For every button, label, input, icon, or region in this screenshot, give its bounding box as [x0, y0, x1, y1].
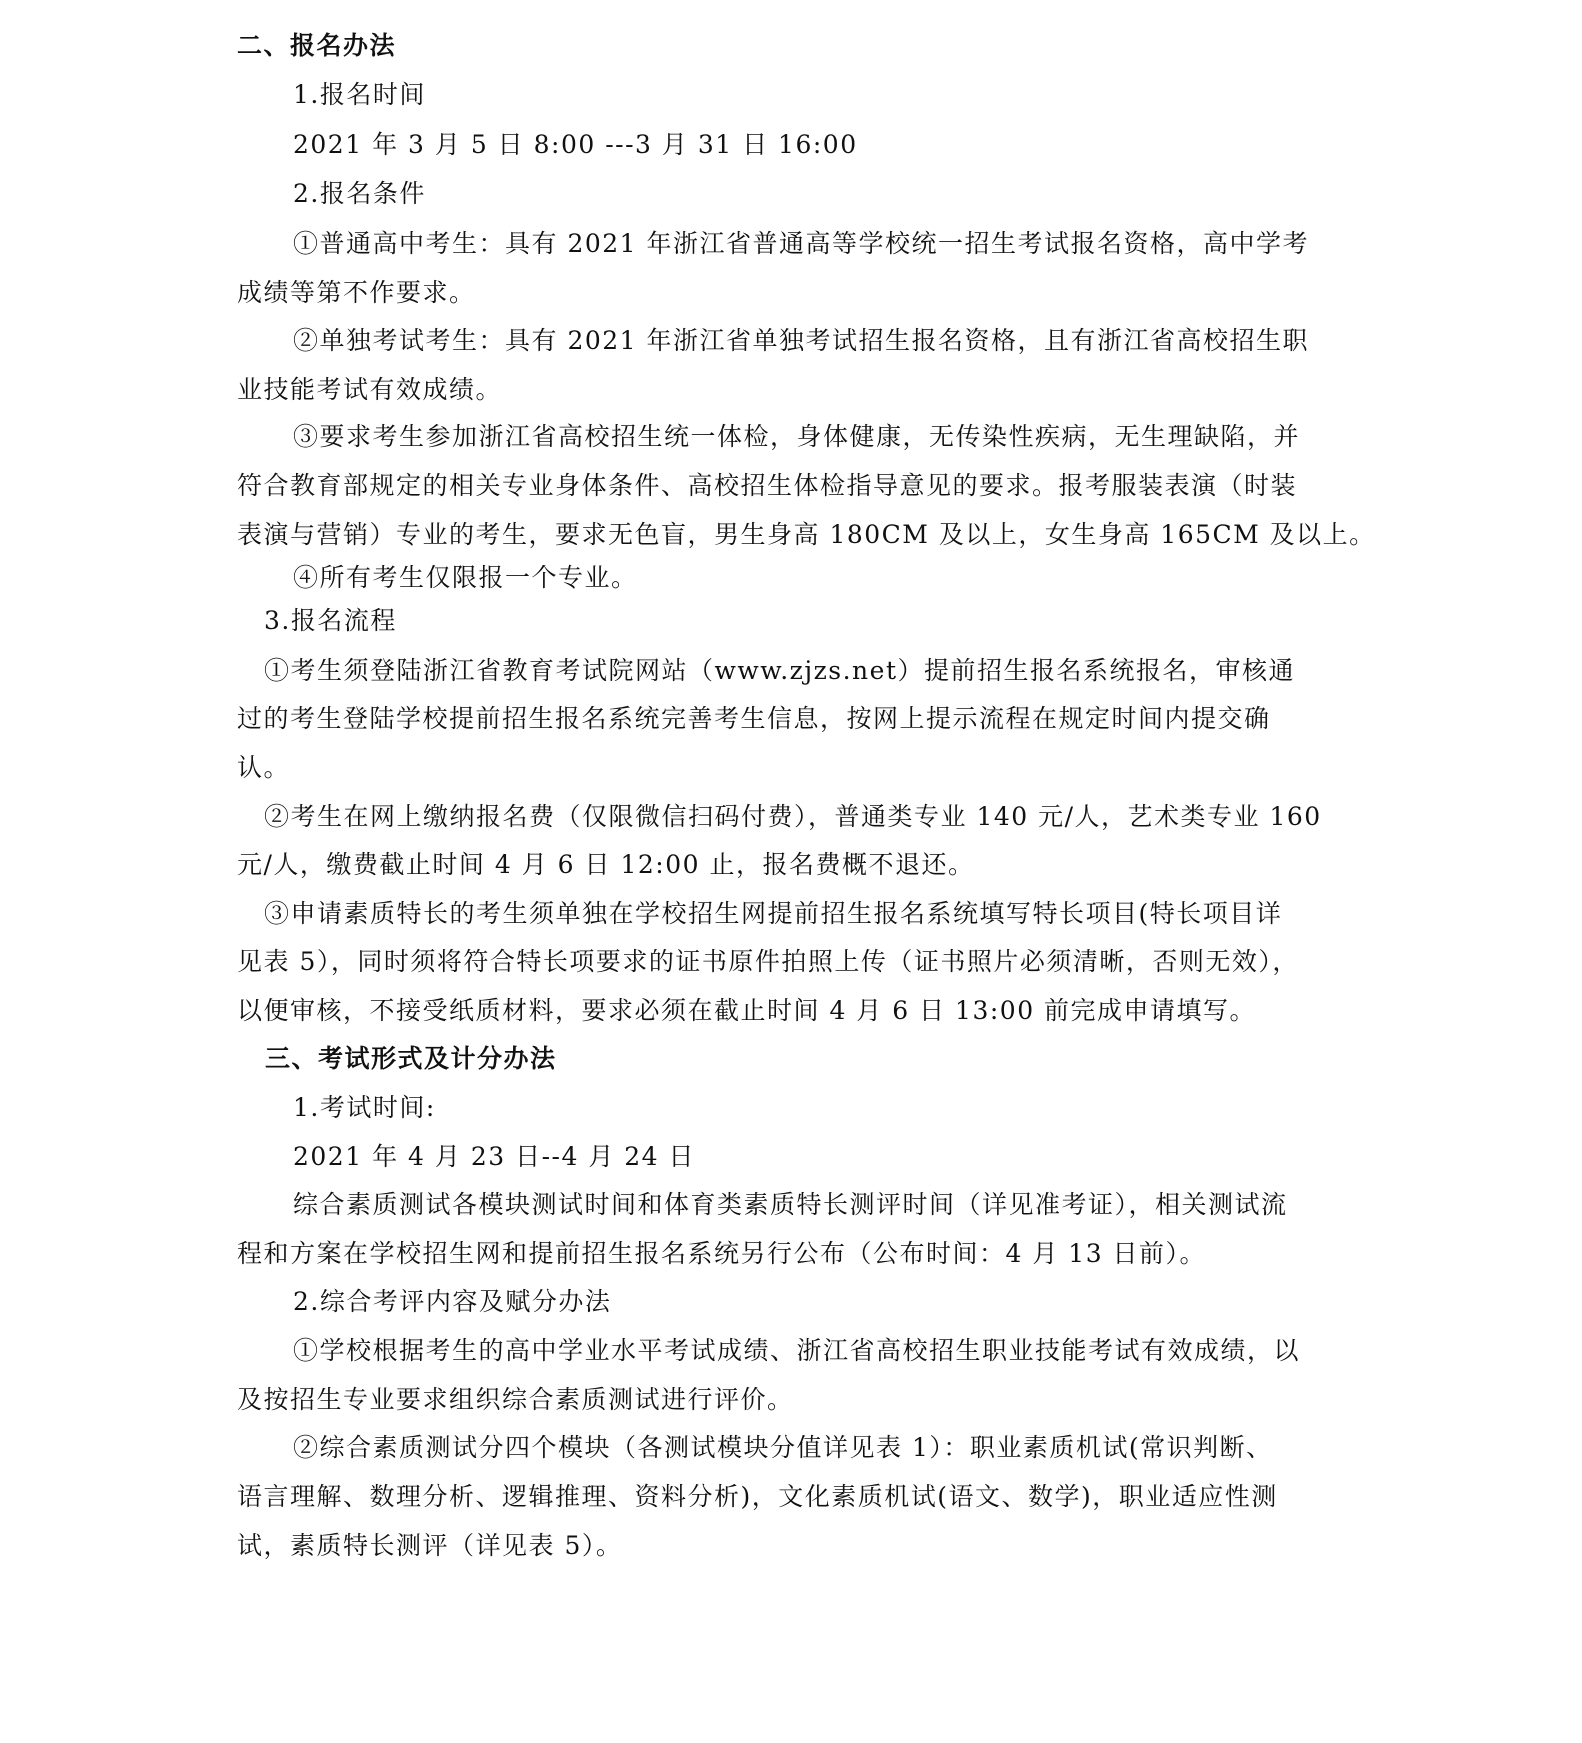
condition-line: 表演与营销）专业的考生，要求无色盲，男生身高 180CM 及以上，女生身高 165CM 及以上。	[237, 520, 1376, 549]
process-line: ③申请素质特长的考生须单独在学校招生网提前招生报名系统填写特长项目(特长项目详	[264, 899, 1283, 928]
registration-time-title: 1.报名时间	[293, 80, 426, 109]
condition-line: 业技能考试有效成绩。	[237, 375, 503, 404]
condition-line: ①普通高中考生：具有 2021 年浙江省普通高等学校统一招生考试报名资格，高中学考	[293, 229, 1310, 258]
process-line: 以便审核，不接受纸质材料，要求必须在截止时间 4 月 6 日 13:00 前完成申请填写。	[237, 996, 1257, 1025]
condition-line: ④所有考生仅限报一个专业。	[293, 563, 638, 592]
condition-line: ③要求考生参加浙江省高校招生统一体检，身体健康，无传染性疾病，无生理缺陷，并	[293, 422, 1301, 451]
condition-line: 符合教育部规定的相关专业身体条件、高校招生体检指导意见的要求。报考服装表演（时装	[237, 471, 1298, 500]
section-3-heading: 三、考试形式及计分办法	[265, 1044, 557, 1073]
registration-conditions-title: 2.报名条件	[293, 179, 426, 208]
process-line: 认。	[237, 753, 291, 782]
process-line: 元/人，缴费截止时间 4 月 6 日 12:00 止，报名费概不退还。	[237, 850, 975, 879]
evaluation-title: 2.综合考评内容及赋分办法	[293, 1287, 612, 1316]
section-2-heading: 二、报名办法	[237, 31, 397, 60]
condition-line: ②单独考试考生：具有 2021 年浙江省单独考试招生报名资格，且有浙江省高校招生职	[293, 326, 1310, 355]
process-line: 见表 5），同时须将符合特长项要求的证书原件拍照上传（证书照片必须清晰，否则无效），	[237, 947, 1299, 976]
exam-time-desc-line: 综合素质测试各模块测试时间和体育类素质特长测评时间（详见准考证），相关测试流	[293, 1190, 1288, 1219]
evaluation-line: ①学校根据考生的高中学业水平考试成绩、浙江省高校招生职业技能考试有效成绩，以	[293, 1336, 1301, 1365]
exam-time-desc-line: 程和方案在学校招生网和提前招生报名系统另行公布（公布时间：4 月 13 日前）。	[237, 1239, 1207, 1268]
exam-time-title: 1.考试时间:	[293, 1093, 436, 1122]
condition-line: 成绩等第不作要求。	[237, 278, 476, 307]
process-line: ①考生须登陆浙江省教育考试院网站（www.zjzs.net）提前招生报名系统报名，审核通	[264, 656, 1295, 685]
exam-time-value: 2021 年 4 月 23 日--4 月 24 日	[293, 1142, 696, 1171]
evaluation-line: 语言理解、数理分析、逻辑推理、资料分析)，文化素质机试(语文、数学)，职业适应性测	[237, 1482, 1278, 1511]
registration-process-title: 3.报名流程	[264, 606, 397, 635]
evaluation-line: ②综合素质测试分四个模块（各测试模块分值详见表 1）：职业素质机试(常识判断、	[293, 1433, 1273, 1462]
evaluation-line: 试，素质特长测评（详见表 5）。	[237, 1531, 623, 1560]
process-line: ②考生在网上缴纳报名费（仅限微信扫码付费），普通类专业 140 元/人，艺术类专业 160	[264, 802, 1322, 831]
evaluation-line: 及按招生专业要求组织综合素质测试进行评价。	[237, 1385, 794, 1414]
process-line: 过的考生登陆学校提前招生报名系统完善考生信息，按网上提示流程在规定时间内提交确	[237, 704, 1271, 733]
registration-time-value: 2021 年 3 月 5 日 8:00 ---3 月 31 日 16:00	[293, 130, 858, 159]
